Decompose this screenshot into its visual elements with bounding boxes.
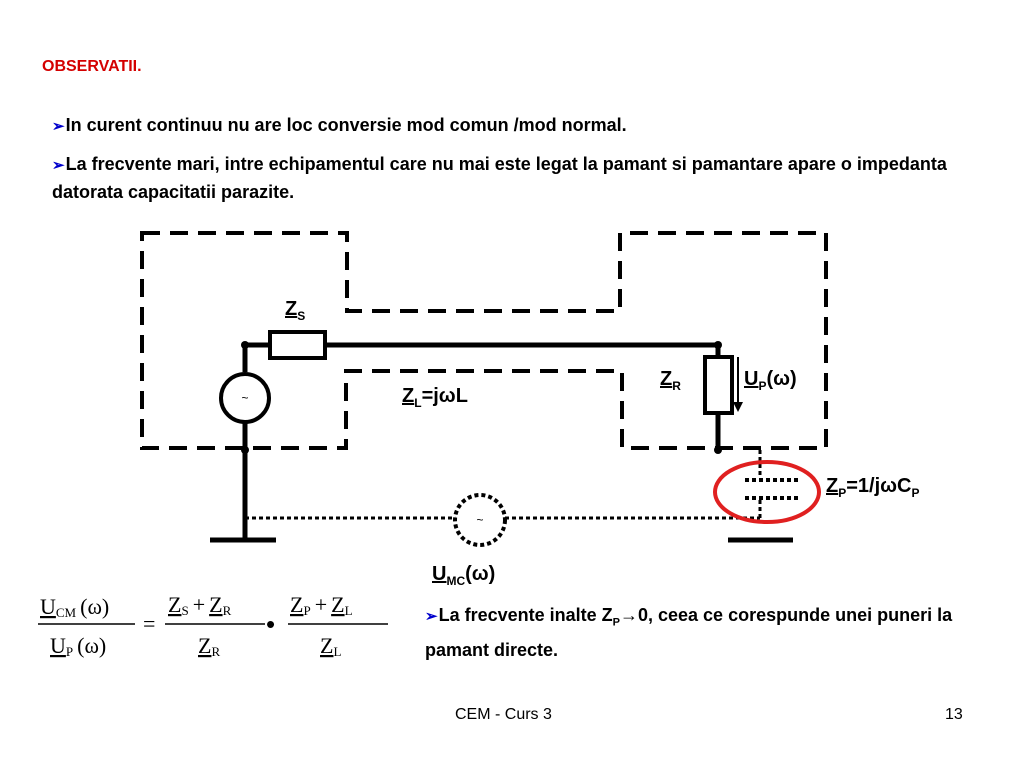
bullet-text-pre: La frecvente inalte Z	[438, 605, 613, 625]
zs-resistor	[270, 332, 325, 358]
source-symbol: ~	[241, 391, 249, 405]
multiply-dot: •	[266, 609, 276, 639]
f2-denominator: ZL	[320, 633, 342, 659]
lhs-denominator: UP (ω)	[50, 633, 107, 659]
bullet-text: In curent continuu nu are loc conversie mod comun /mod normal.	[65, 115, 627, 135]
bullet-text: La frecvente mari, intre echipamentul care nu mai este legat la pamant si pamantare apare o impedanta datorata capacitatii parazite.	[52, 154, 947, 202]
bullet-subscript: P	[612, 616, 620, 629]
arrow-bullet-icon: ➢	[52, 118, 65, 135]
zs-label: $Z_S$	[285, 298, 306, 323]
slide-title: OBSERVATII.	[42, 58, 142, 75]
f2-numerator: ZP + ZL	[290, 592, 353, 618]
f1-numerator: ZS + ZR	[168, 592, 232, 618]
footer-course-title: CEM - Curs 3	[455, 706, 552, 723]
lhs-numerator: UCM (ω)	[40, 594, 110, 620]
transfer-equation	[38, 592, 388, 659]
page-number: 13	[945, 706, 963, 723]
arrow-bullet-icon: ➢	[425, 608, 438, 625]
umc-source-symbol: ~	[476, 513, 484, 527]
bullet-text-post: →0, ceea ce corespunde unei puneri la pamant directe.	[425, 605, 953, 660]
equals-sign: =	[143, 611, 156, 636]
f1-denominator: ZR	[198, 633, 221, 659]
zr-resistor	[705, 357, 732, 413]
zl-label: $Z_L=j\omega L$	[402, 385, 468, 410]
up-label: $U_P(\omega)$	[744, 368, 797, 393]
umc-label: $U_{MC}(\omega)$	[432, 563, 496, 588]
zr-label: $Z_R$	[660, 368, 681, 393]
zp-highlight-ellipse	[715, 462, 819, 522]
arrow-bullet-icon: ➢	[52, 157, 65, 174]
zp-label: $Z_P=1/j\omega C_P$	[826, 475, 920, 500]
